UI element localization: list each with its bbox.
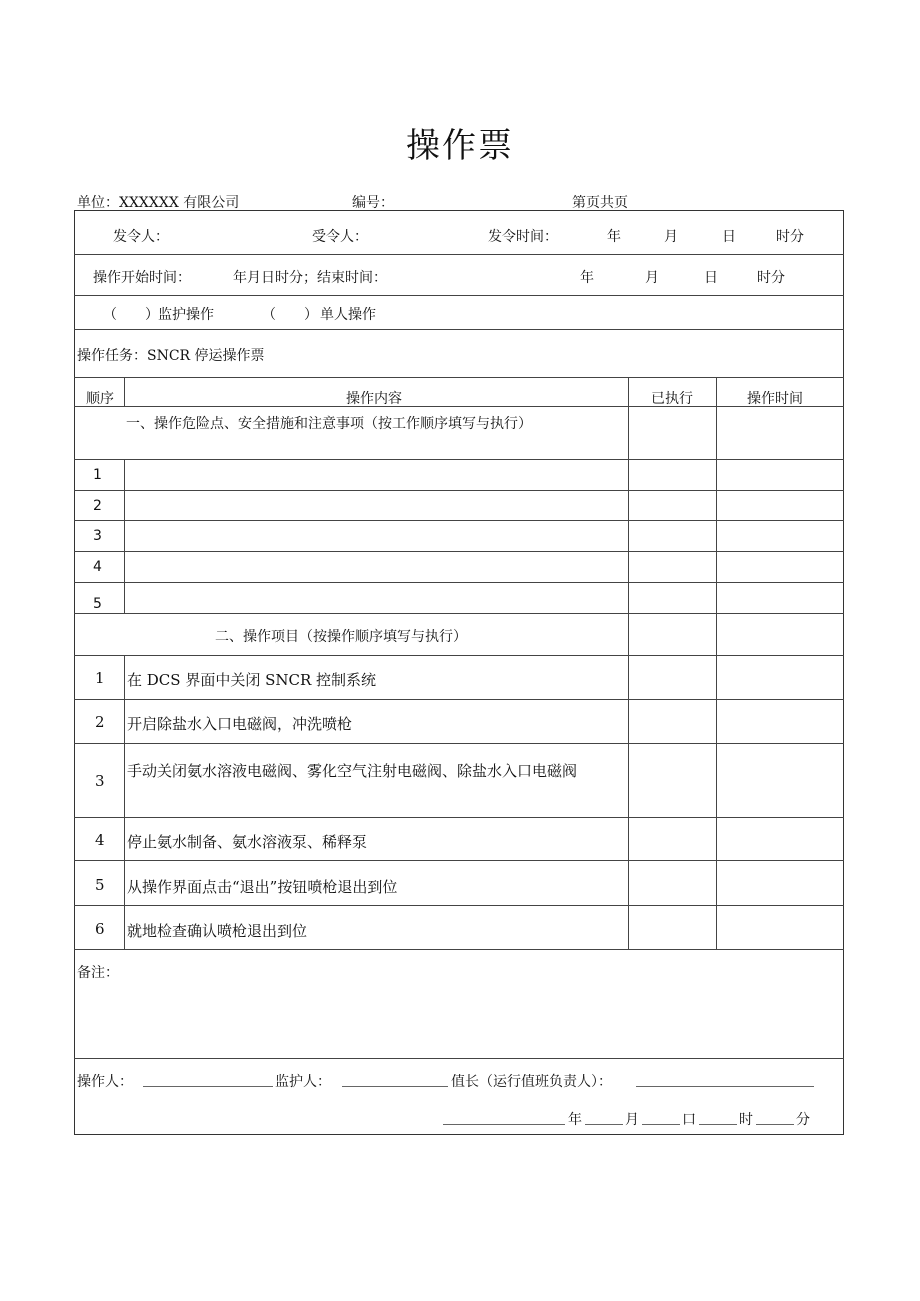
order-month: 月 bbox=[664, 229, 678, 245]
table-row-seq: 3 bbox=[93, 528, 102, 544]
section1-title: 一、操作危险点、安全措施和注意事项（按工作顺序填写与执行） bbox=[126, 416, 532, 432]
single-label: 单人操作 bbox=[320, 307, 376, 323]
hour-line[interactable] bbox=[699, 1124, 737, 1125]
table-row-seq: 5 bbox=[95, 876, 105, 894]
section2-title: 二、操作项目（按操作顺序填写与执行） bbox=[215, 629, 467, 645]
table-row-content: 停止氨水制备、氨水溶液泵、稀释泵 bbox=[127, 833, 368, 851]
table-row-seq: 2 bbox=[95, 713, 105, 731]
issuer-label: 发令人： bbox=[113, 229, 169, 245]
day-line[interactable] bbox=[642, 1124, 680, 1125]
shift-leader-label: 值长（运行值班负责人）： bbox=[451, 1074, 612, 1090]
footer-month: 月 bbox=[625, 1112, 639, 1128]
shift-leader-signature-line[interactable] bbox=[636, 1086, 814, 1087]
table-row-content: 手动关闭氨水溶液电磁阀、雾化空气注射电磁阀、除盐水入口电磁阀 bbox=[127, 762, 578, 780]
col-seq-header: 顺序 bbox=[86, 391, 114, 407]
table-row-seq: 3 bbox=[95, 772, 105, 790]
table-row-seq: 5 bbox=[93, 596, 102, 612]
footer-day: 口 bbox=[682, 1112, 696, 1128]
end-month: 月 bbox=[645, 270, 659, 286]
col-executed-header: 已执行 bbox=[651, 391, 693, 407]
operator-label: 操作人： bbox=[77, 1074, 133, 1090]
single-checkbox[interactable]: （ ） bbox=[262, 307, 318, 323]
table-row-content: 从操作界面点击“退出”按钮喷枪退出到位 bbox=[127, 878, 398, 896]
start-end-fields: 年月日时分；结束时间： bbox=[233, 270, 387, 286]
minute-line[interactable] bbox=[756, 1124, 794, 1125]
date-line[interactable] bbox=[443, 1124, 565, 1125]
order-hour-minute: 时分 bbox=[776, 229, 804, 245]
order-time-label: 发令时间： bbox=[488, 229, 558, 245]
footer-hour: 时 bbox=[739, 1112, 753, 1128]
footer-year: 年 bbox=[568, 1112, 582, 1128]
document-title: 操作票 bbox=[406, 126, 514, 166]
table-row-seq: 1 bbox=[93, 467, 102, 483]
table-row-content: 在 DCS 界面中关闭 SNCR 控制系统 bbox=[127, 671, 377, 689]
table-row-seq: 4 bbox=[93, 559, 102, 575]
operator-signature-line[interactable] bbox=[143, 1086, 273, 1087]
supervised-checkbox[interactable]: （ ） bbox=[103, 307, 159, 323]
table-row-seq: 6 bbox=[95, 920, 105, 938]
supervisor-label: 监护人： bbox=[275, 1074, 331, 1090]
supervisor-signature-line[interactable] bbox=[342, 1086, 448, 1087]
col-content-header: 操作内容 bbox=[346, 391, 402, 407]
remarks-label: 备注： bbox=[77, 965, 119, 981]
footer-minute: 分 bbox=[796, 1112, 810, 1128]
table-row-content: 开启除盐水入口电磁阀，冲洗喷枪 bbox=[127, 715, 353, 733]
col-time-header: 操作时间 bbox=[747, 391, 803, 407]
month-line[interactable] bbox=[585, 1124, 623, 1125]
end-hour-minute: 时分 bbox=[757, 270, 785, 286]
page-info: 第页共页 bbox=[572, 195, 628, 211]
table-row-seq: 4 bbox=[95, 831, 105, 849]
receiver-label: 受令人： bbox=[312, 229, 368, 245]
end-year: 年 bbox=[580, 270, 594, 286]
unit-label: 单位：XXXXXX 有限公司 bbox=[77, 195, 240, 211]
start-time-label: 操作开始时间： bbox=[93, 270, 191, 286]
end-day: 日 bbox=[704, 270, 718, 286]
supervised-label: 监护操作 bbox=[158, 307, 214, 323]
table-row-seq: 1 bbox=[95, 669, 105, 687]
table-row-content: 就地检查确认喷枪退出到位 bbox=[127, 922, 308, 940]
number-label: 编号： bbox=[352, 195, 394, 211]
task-label: 操作任务：SNCR 停运操作票 bbox=[77, 348, 265, 364]
order-day: 日 bbox=[722, 229, 736, 245]
table-row-seq: 2 bbox=[93, 498, 102, 514]
order-year: 年 bbox=[607, 229, 621, 245]
